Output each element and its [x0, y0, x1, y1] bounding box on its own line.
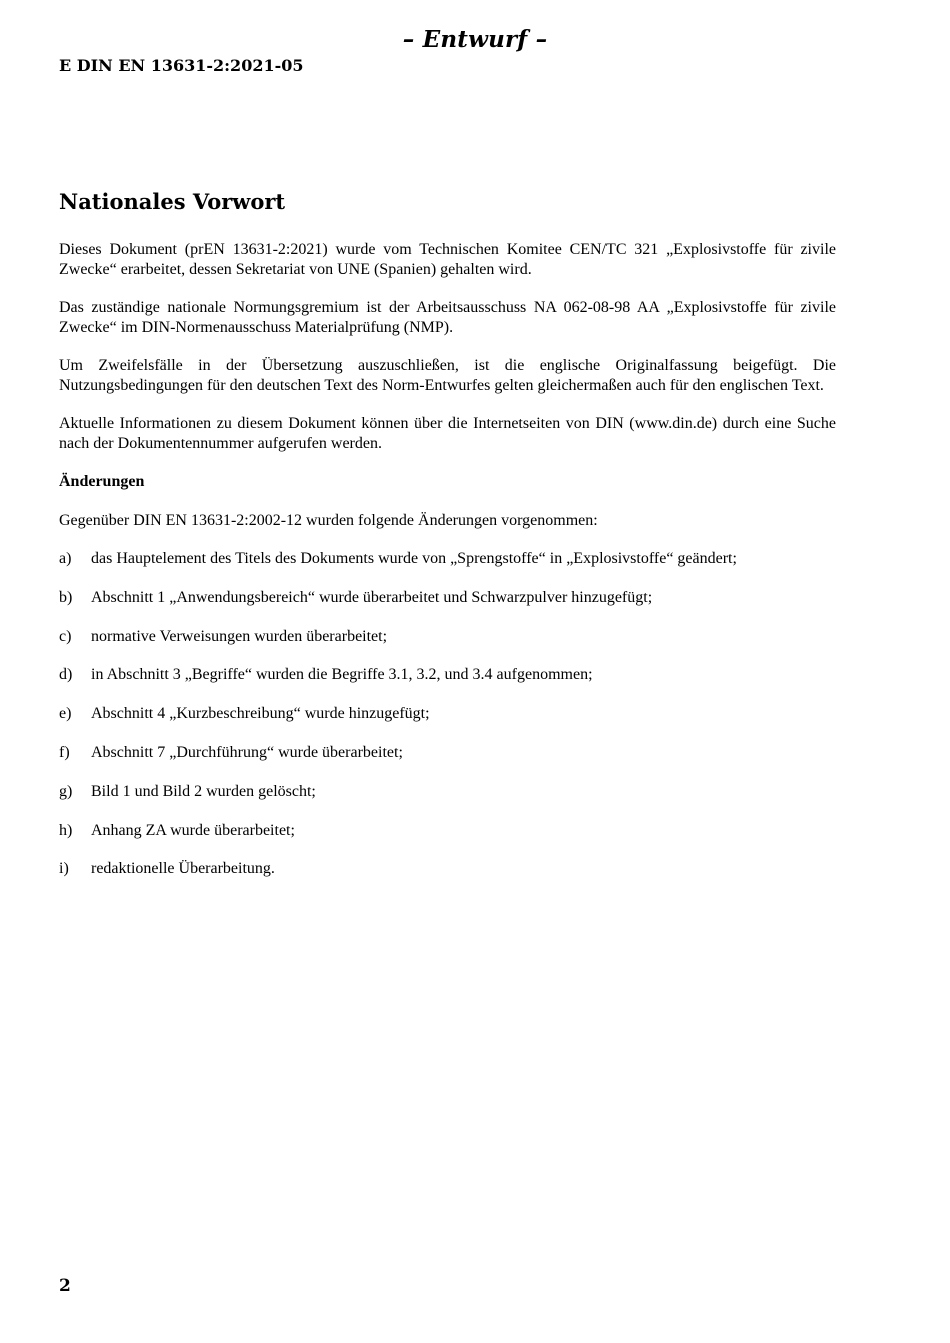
draft-watermark-title: – Entwurf –	[402, 26, 548, 53]
list-item	[59, 665, 836, 685]
list-marker: g)	[59, 782, 73, 800]
list-item-text: redaktionelle Überarbeitung.	[91, 860, 275, 878]
list-marker: f)	[59, 743, 70, 761]
paragraph: Das zuständige nationale Normungsgremium ist der Arbeitsausschuss NA 062-08-98 AA „Explosivstoffe für zivile Zwecke“ im DIN-Normenausschuss Materialprüfung (NMP).	[59, 299, 836, 336]
paragraph: Aktuelle Informationen zu diesem Dokument können über die Internetseiten von DIN (www.din.de) durch eine Suche nach der Dokumentennummer aufgerufen werden.	[59, 415, 836, 452]
list-item	[59, 782, 836, 802]
list-marker: e)	[59, 705, 72, 723]
list-marker: i)	[59, 860, 69, 878]
list-item-text: normative Verweisungen wurden überarbeitet;	[91, 627, 388, 645]
foreword-section	[59, 188, 836, 898]
list-item-text: Abschnitt 1 „Anwendungsbereich“ wurde überarbeitet und Schwarzpulver hinzugefügt;	[91, 588, 653, 606]
list-item-text: Bild 1 und Bild 2 wurden gelöscht;	[91, 782, 316, 800]
changes-intro: Gegenüber DIN EN 13631-2:2002-12 wurden folgende Änderungen vorgenommen:	[59, 511, 598, 529]
list-marker: c)	[59, 627, 72, 645]
list-item	[59, 588, 836, 608]
paragraph: Dieses Dokument (prEN 13631-2:2021) wurde vom Technischen Komitee CEN/TC 321 „Explosivstoffe für zivile Zwecke“ erarbeitet, dessen Sekretariat von UNE (Spanien) gehalten wird.	[59, 241, 836, 278]
list-item	[59, 743, 836, 763]
list-item	[59, 627, 836, 647]
list-item-text: Anhang ZA wurde überarbeitet;	[91, 821, 295, 839]
changes-list	[59, 549, 836, 879]
changes-heading: Änderungen	[59, 473, 145, 490]
list-marker: a)	[59, 550, 72, 567]
list-item	[59, 704, 836, 724]
list-marker: b)	[59, 588, 73, 606]
list-item	[59, 549, 836, 569]
page-number: 2	[59, 1276, 71, 1296]
paragraph: Um Zweifelsfälle in der Übersetzung auszuschließen, ist die englische Originalfassung beigefügt. Die Nutzungsbedingungen für den deutschen Text des Norm-Entwurfes gelten gleichermaßen auch für den englischen Text.	[59, 357, 836, 394]
document-id: E DIN EN 13631-2:2021-05	[59, 56, 304, 75]
list-item-text: in Abschnitt 3 „Begriffe“ wurden die Begriffe 3.1, 3.2, und 3.4 aufgenommen;	[91, 666, 593, 684]
list-marker: h)	[59, 821, 73, 839]
list-item-text: das Hauptelement des Titels des Dokuments wurde von „Sprengstoffe“ in „Explosivstoffe“ geändert;	[91, 550, 737, 567]
list-item	[59, 859, 836, 879]
list-item-text: Abschnitt 7 „Durchführung“ wurde überarbeitet;	[91, 743, 403, 761]
section-title: Nationales Vorwort	[59, 189, 286, 214]
list-marker: d)	[59, 666, 73, 684]
list-item	[59, 821, 836, 841]
list-item-text: Abschnitt 4 „Kurzbeschreibung“ wurde hinzugefügt;	[91, 705, 430, 723]
